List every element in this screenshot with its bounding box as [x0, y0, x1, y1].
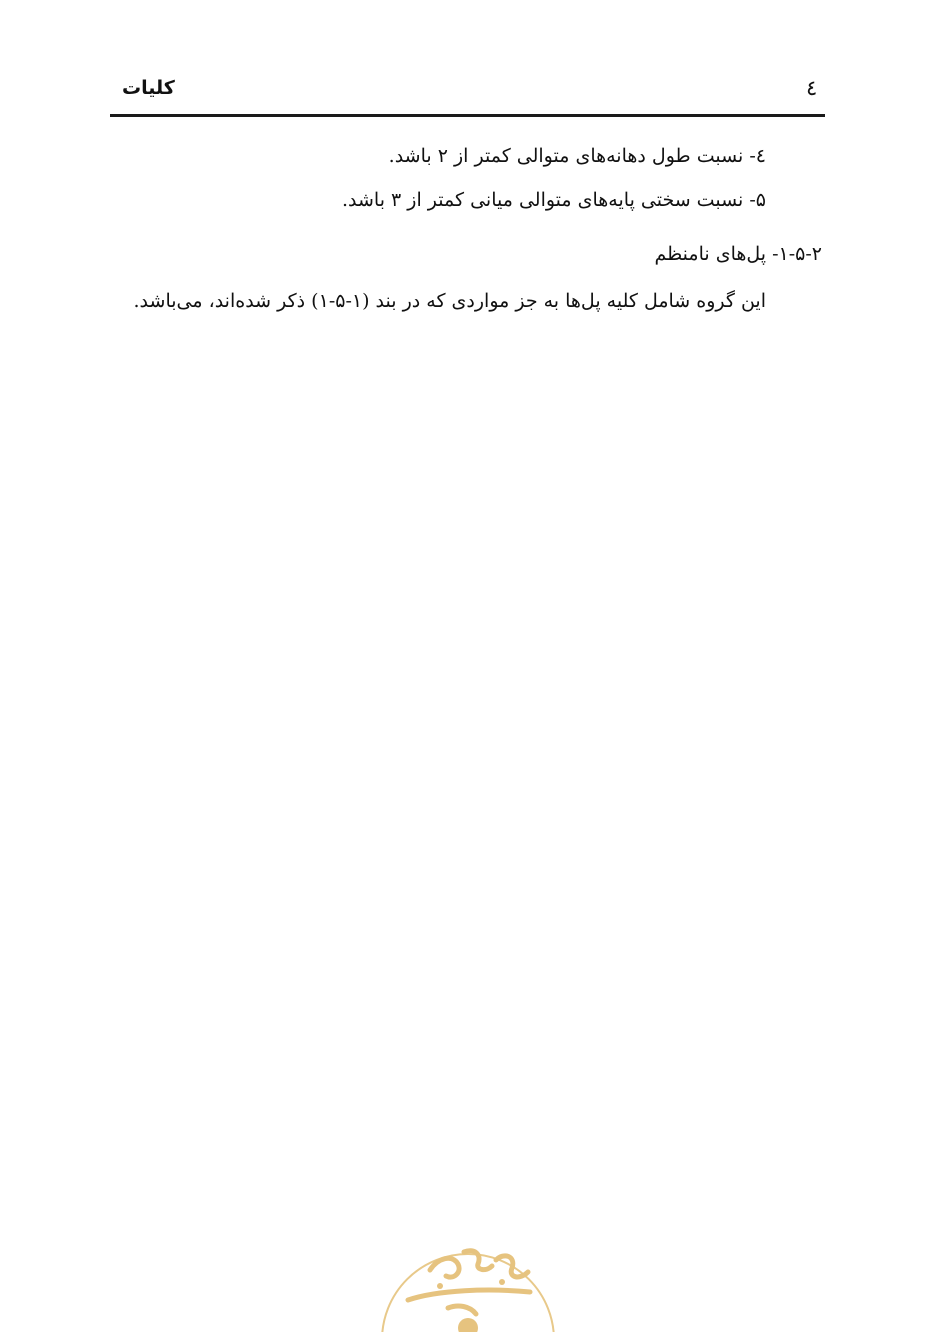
publisher-logo-icon: [378, 1230, 558, 1332]
subsection-heading: ۱-۵-۲- پل‌های نامنظم: [654, 243, 822, 265]
header-divider: [110, 114, 825, 117]
body-paragraph: اين گروه شامل كليه پل‌ها به جز مواردی كه در بند (۱-۵-۱) ذكر شده‌اند، می‌باشد.: [133, 290, 766, 312]
list-item-4: ٤- نسبت طول دهانه‌های متوالی كمتر از ۲ باشد.: [388, 145, 766, 167]
running-header-title: كليات: [122, 77, 175, 99]
list-item-5: ۵- نسبت سختی پايه‌های متوالی ميانی كمتر از ۳ باشد.: [341, 189, 766, 211]
publisher-watermark-logo: [378, 1230, 558, 1332]
page-number: ٤: [806, 76, 818, 100]
